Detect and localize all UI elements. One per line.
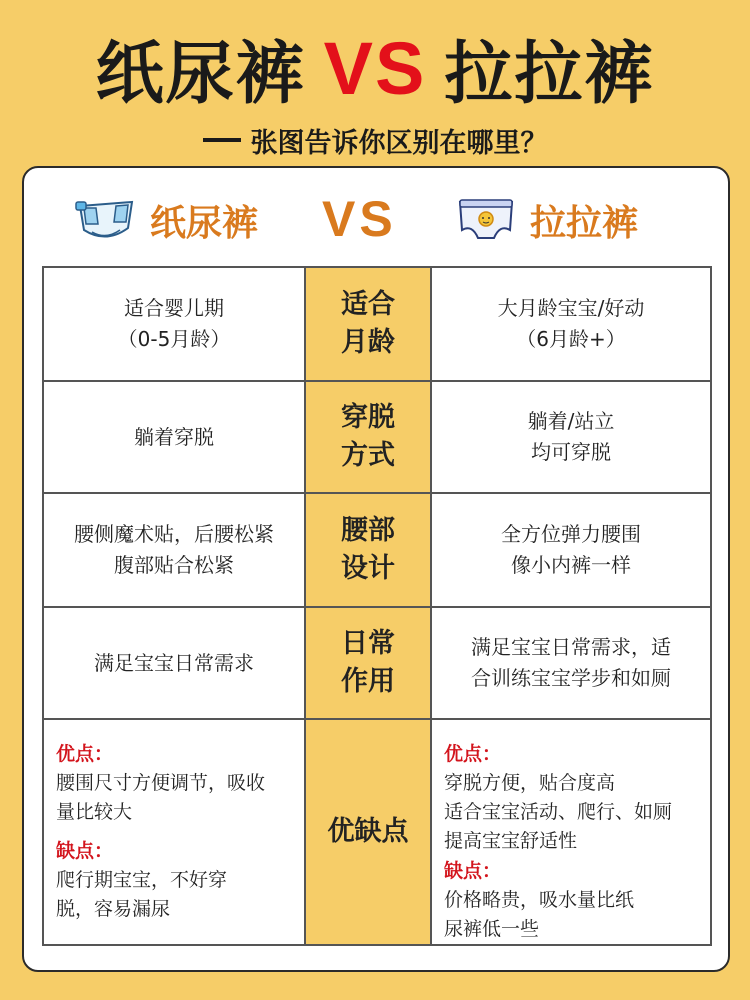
row-label-text: 腰部 [341, 515, 395, 546]
pros-text: 腰围尺寸方便调节，吸收 [56, 772, 266, 794]
row-label-text: 月龄 [341, 327, 395, 358]
subtitle-text: 张图告诉你区别在哪里？ [250, 127, 548, 159]
cell-text: 合训练宝宝学步和如厕 [471, 666, 671, 690]
pros-text: 提高宝宝舒适性 [444, 830, 578, 852]
cell-text: 像小内裤一样 [511, 553, 631, 577]
cell-text: 腰侧魔术贴，后腰松紧 [74, 522, 274, 546]
pros-text: 适合宝宝活动、爬行、如厕 [444, 801, 673, 823]
subtitle [0, 118, 750, 162]
cell-text: 满足宝宝日常需求，适 [471, 635, 671, 659]
right-product-heading [454, 192, 638, 248]
cons-label: 缺点： [444, 860, 502, 882]
row-label-text: 穿脱 [341, 402, 395, 433]
title-left: 纸尿裤 [95, 34, 306, 114]
table-row [44, 494, 710, 608]
diaper-icon [74, 194, 138, 246]
row-label-text: 设计 [341, 553, 395, 584]
table-row [44, 382, 710, 494]
left-proscons-cell [44, 720, 306, 944]
cons-text: 尿裤低一些 [444, 918, 540, 940]
pull-up-pants-icon [454, 194, 518, 246]
right-cell [432, 494, 710, 606]
left-product-name: 纸尿裤 [150, 202, 259, 244]
right-cell [432, 608, 710, 718]
card-vs: VS [322, 191, 397, 247]
cell-text: 均可穿脱 [531, 440, 611, 464]
table-row [44, 608, 710, 720]
cell-text: 躺着/站立 [527, 409, 615, 433]
right-cell [432, 382, 710, 492]
cell-text: 腹部贴合松紧 [114, 553, 234, 577]
cell-text: 满足宝宝日常需求 [94, 650, 254, 675]
left-product-heading [74, 192, 258, 248]
comparison-card [22, 166, 730, 972]
comparison-table [42, 266, 712, 946]
row-label-text: 适合 [341, 289, 395, 320]
right-cell [432, 268, 710, 380]
row-label [306, 720, 432, 944]
cell-text: （0-5月龄） [117, 327, 231, 351]
cons-text: 脱，容易漏尿 [56, 898, 171, 920]
row-label-text: 方式 [341, 440, 395, 471]
cons-text: 爬行期宝宝，不好穿 [56, 869, 228, 891]
right-proscons-cell [432, 720, 710, 944]
row-label [306, 382, 432, 492]
pros-text: 量比较大 [56, 801, 133, 823]
row-label [306, 494, 432, 606]
subtitle-dash [203, 138, 241, 142]
row-label-text: 优缺点 [327, 816, 409, 847]
left-cell [44, 268, 306, 380]
table-row-proscons [44, 720, 710, 944]
row-label [306, 268, 432, 380]
cons-label: 缺点： [56, 840, 114, 862]
row-label [306, 608, 432, 718]
card-header [24, 168, 728, 266]
title-vs: VS [323, 26, 427, 110]
left-cell [44, 608, 306, 718]
pros-text: 穿脱方便，贴合度高 [444, 772, 616, 794]
table-row [44, 268, 710, 382]
cell-text: （6月龄+） [516, 327, 626, 351]
pros-label: 优点： [56, 743, 114, 765]
row-label-text: 作用 [341, 666, 395, 697]
right-product-name: 拉拉裤 [530, 202, 639, 244]
left-cell [44, 494, 306, 606]
pros-label: 优点： [444, 743, 502, 765]
cell-text: 躺着穿脱 [134, 424, 214, 449]
cell-text: 全方位弹力腰围 [501, 522, 641, 546]
cell-text: 大月龄宝宝/好动 [497, 296, 645, 320]
cons-text: 价格略贵，吸水量比纸 [444, 889, 635, 911]
left-cell [44, 382, 306, 492]
row-label-text: 日常 [341, 628, 395, 659]
page-title [0, 18, 750, 118]
cell-text: 适合婴儿期 [123, 296, 224, 320]
title-right: 拉拉裤 [444, 34, 655, 114]
